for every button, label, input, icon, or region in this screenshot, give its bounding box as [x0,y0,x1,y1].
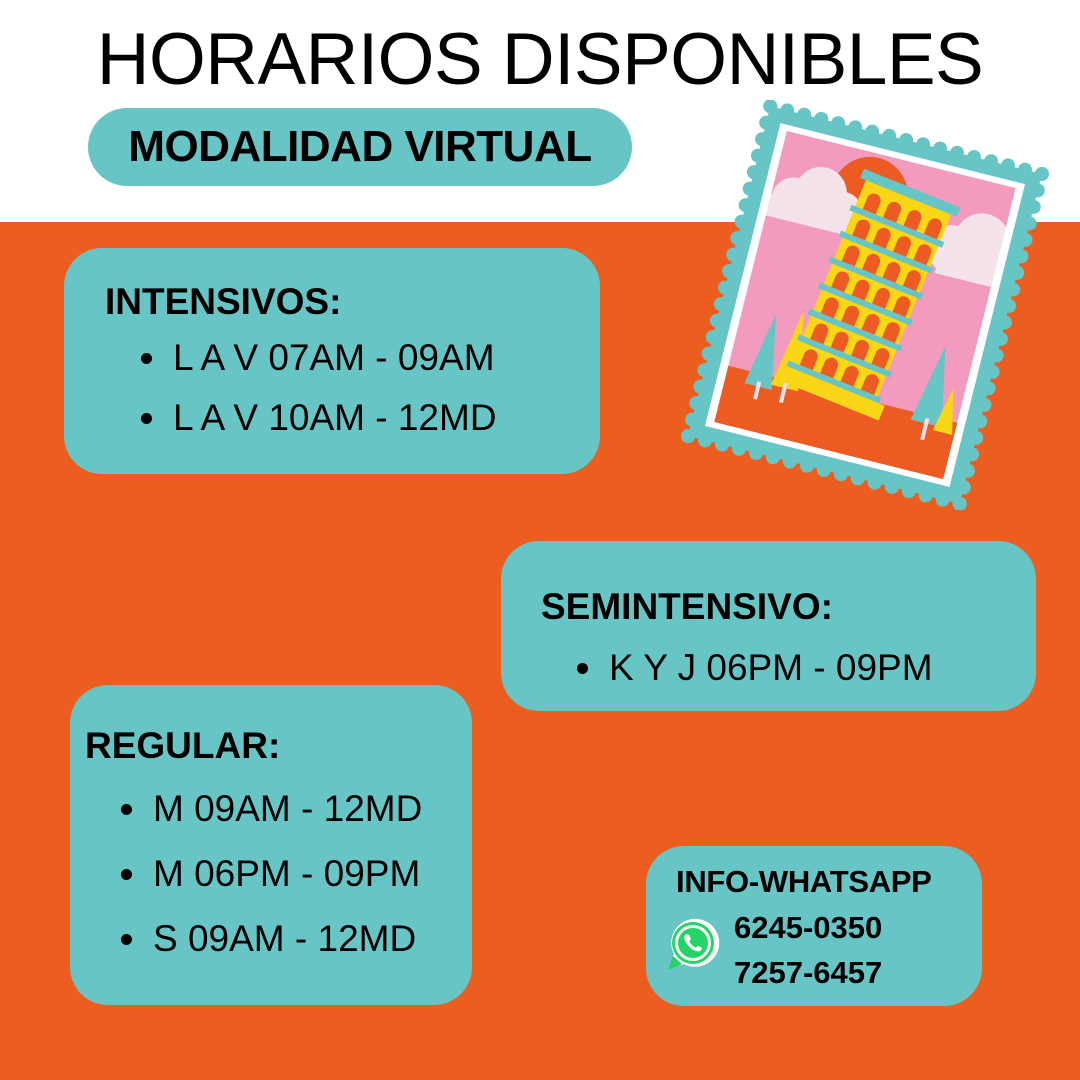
whatsapp-icon [662,914,720,972]
regular-heading: REGULAR: [85,725,281,766]
bullet-icon [121,869,132,880]
schedule-text: L A V 07AM - 09AM [173,337,495,378]
intensivos-list [137,337,497,439]
schedule-text: M 09AM - 12MD [153,788,423,829]
list-item [137,397,497,439]
modality-label: MODALIDAD VIRTUAL [128,122,592,171]
schedule-text: K Y J 06PM - 09PM [609,647,933,688]
list-item [573,647,933,689]
bullet-icon [121,934,132,945]
bullet-icon [121,804,132,815]
whatsapp-heading: INFO-WHATSAPP [676,864,932,899]
list-item [117,788,422,830]
whatsapp-number-1: 6245-0350 [734,910,883,945]
schedule-text: L A V 10AM - 12MD [173,397,497,438]
bullet-icon [141,413,152,424]
schedule-text: M 06PM - 09PM [153,853,421,894]
list-item [117,853,422,895]
page-title: HORARIOS DISPONIBLES [96,19,984,100]
modality-pill [88,108,632,186]
list-item [137,337,497,379]
schedule-text: S 09AM - 12MD [153,918,417,959]
semintensivo-list [573,647,933,689]
pisa-stamp-icon [680,100,1050,510]
intensivos-heading: INTENSIVOS: [105,281,342,322]
bullet-icon [141,353,152,364]
regular-list [117,788,422,960]
whatsapp-number-2: 7257-6457 [734,955,883,990]
list-item [117,918,422,960]
semintensivo-heading: SEMINTENSIVO: [541,586,833,627]
bullet-icon [577,663,588,674]
